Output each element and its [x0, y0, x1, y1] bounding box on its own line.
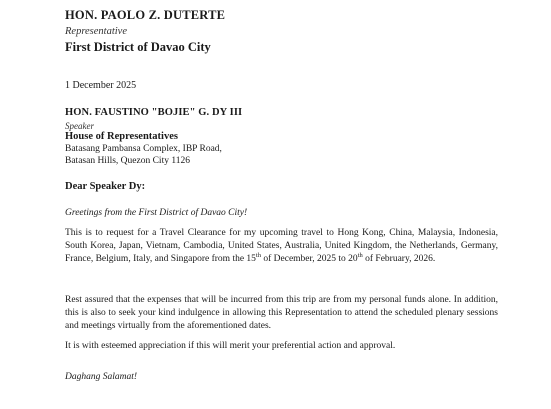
- p1-text: This is to request for a Travel Clearance for my upcoming travel to Hong Kong, China, Malaysia, Indonesia, South Korea, Japan, Vietnam, Cambodia, United States, Australia, United Kingdom, the Netherlands, Germany, France, Belgium, Italy, and Singapore from the 15: [65, 228, 498, 264]
- closing: Daghang Salamat!: [65, 372, 138, 382]
- recipient-name: HON. FAUSTINO "BOJIE" G. DY III: [65, 107, 243, 118]
- greeting: Greetings from the First District of Davao City!: [65, 208, 248, 218]
- recipient-address-line2: Batasan Hills, Quezon City 1126: [65, 156, 190, 166]
- body-paragraph-1: [65, 227, 498, 266]
- p1-superscript-1: th: [255, 251, 261, 259]
- body-paragraph-2: Rest assured that the expenses that will be incurred from this trip are from my personal funds alone. In addition, this is also to seek your kind indulgence in allowing this Representation to attend the scheduled plenary sessions and meetings virtually from the aforementioned dates.: [65, 295, 498, 331]
- recipient-office: House of Representatives: [65, 131, 178, 142]
- body-paragraph-3: It is with esteemed appreciation if this will merit your preferential action and approval.: [65, 341, 396, 351]
- p1-superscript-2: th: [357, 251, 363, 259]
- p1-end: of February, 2026.: [362, 254, 436, 264]
- sender-district: First District of Davao City: [65, 40, 211, 54]
- recipient-address-line1: Batasang Pambansa Complex, IBP Road,: [65, 144, 222, 154]
- recipient-title: Speaker: [65, 121, 94, 131]
- letter-date: 1 December 2025: [65, 80, 137, 91]
- salutation: Dear Speaker Dy:: [65, 181, 146, 192]
- sender-name: HON. PAOLO Z. DUTERTE: [65, 8, 226, 22]
- p1-middle: of December, 2025 to 20: [260, 254, 358, 264]
- sender-title: Representative: [65, 26, 128, 37]
